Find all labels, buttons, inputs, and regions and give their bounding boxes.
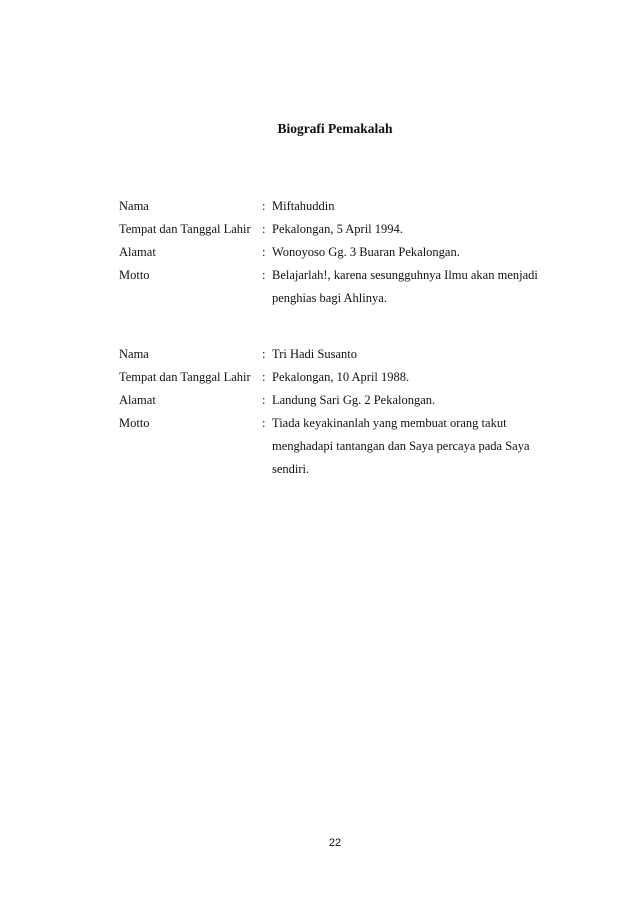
biography-2 <box>119 343 559 481</box>
motto-row <box>119 264 559 310</box>
name-row <box>119 343 559 366</box>
motto-row <box>119 412 559 481</box>
motto-line: Belajarlah!, karena sesungguhnya Ilmu akan menjadi <box>272 268 538 282</box>
name-label: Nama <box>119 199 149 213</box>
colon: : <box>262 370 266 384</box>
colon: : <box>262 268 266 282</box>
colon: : <box>262 347 266 361</box>
motto-line: Tiada keyakinanlah yang membuat orang takut <box>272 416 507 430</box>
name-row <box>119 195 559 218</box>
address-row <box>119 241 559 264</box>
motto-line: sendiri. <box>272 462 310 476</box>
colon: : <box>262 393 266 407</box>
birth-label: Tempat dan Tanggal Lahir <box>119 370 251 384</box>
name-value: Tri Hadi Susanto <box>272 347 357 361</box>
birth-value: Pekalongan, 10 April 1988. <box>272 370 410 384</box>
birth-label: Tempat dan Tanggal Lahir <box>119 222 251 236</box>
address-label: Alamat <box>119 245 156 259</box>
address-value: Wonoyoso Gg. 3 Buaran Pekalongan. <box>272 245 460 259</box>
colon: : <box>262 245 266 259</box>
motto-label: Motto <box>119 268 150 282</box>
name-label: Nama <box>119 347 149 361</box>
birth-value: Pekalongan, 5 April 1994. <box>272 222 403 236</box>
colon: : <box>262 222 266 236</box>
biography-1 <box>119 195 559 310</box>
address-label: Alamat <box>119 393 156 407</box>
motto-label: Motto <box>119 416 150 430</box>
colon: : <box>262 416 266 430</box>
address-row <box>119 389 559 412</box>
name-value: Miftahuddin <box>272 199 335 213</box>
birth-row <box>119 218 559 241</box>
motto-line: penghias bagi Ahlinya. <box>272 291 387 305</box>
birth-row <box>119 366 559 389</box>
address-value: Landung Sari Gg. 2 Pekalongan. <box>272 393 436 407</box>
colon: : <box>262 199 266 213</box>
motto-line: menghadapi tantangan dan Saya percaya pada Saya <box>272 439 530 453</box>
page-number: 22 <box>328 837 342 849</box>
page-title: Biografi Pemakalah <box>277 121 393 136</box>
